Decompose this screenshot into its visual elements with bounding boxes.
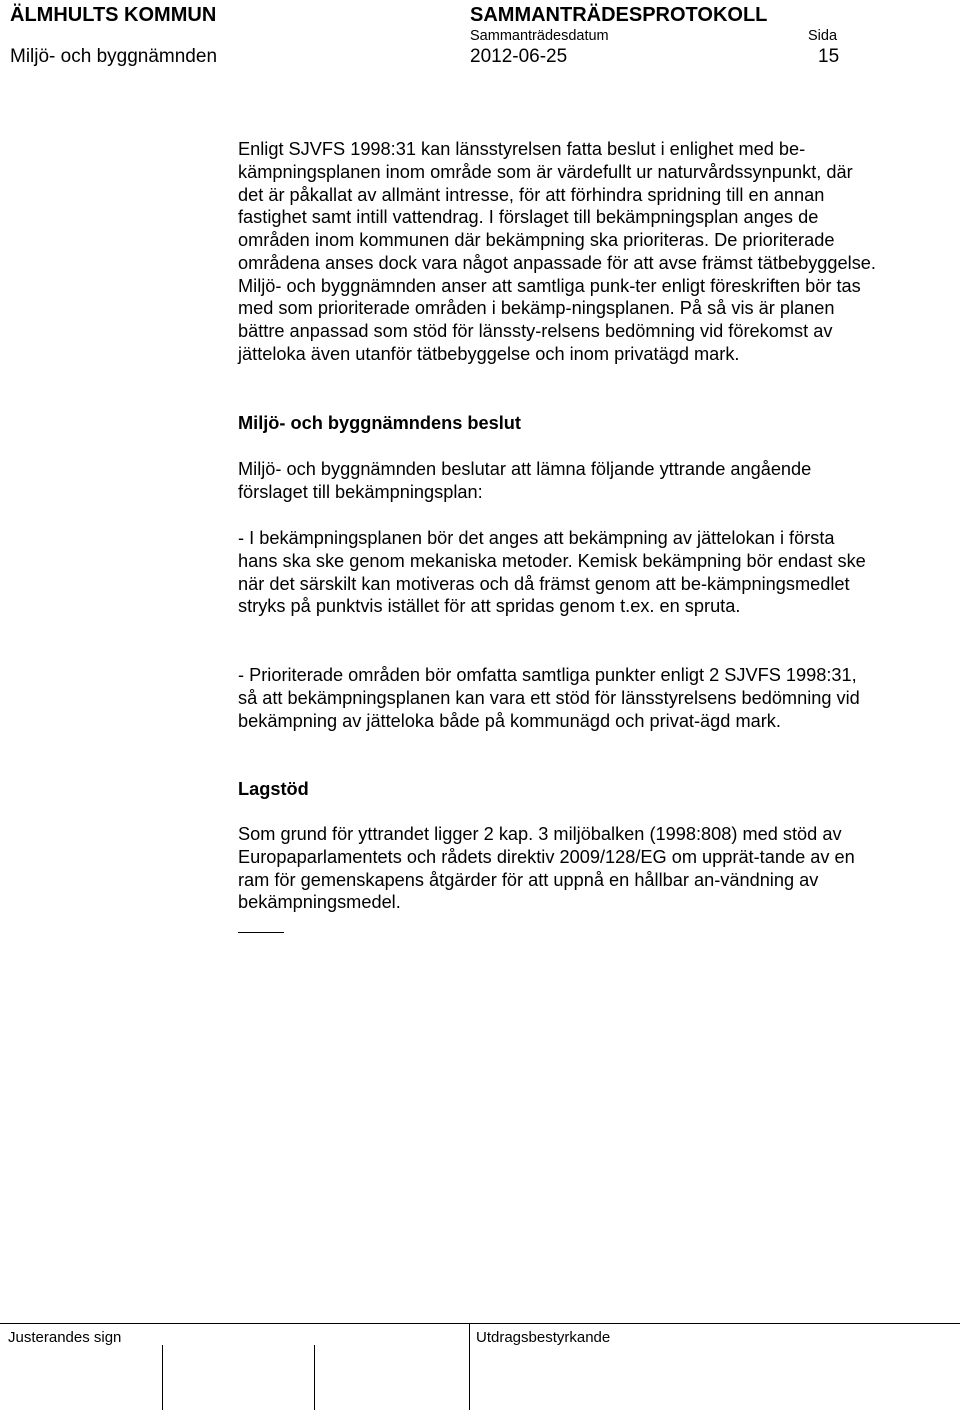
paragraph-legal-basis bbox=[238, 138, 878, 366]
heading-decision bbox=[238, 412, 878, 435]
justering-label: Justerandes sign bbox=[8, 1329, 122, 1346]
paragraph-text: - Prioriterade områden bör omfatta samtliga punkter enligt 2 SJVFS 1998:31, så att bekämpningsplanen kan vara ett stöd för länsstyrelsens bedömning vid bekämpning av jätteloka både på kommunägd och privat-ägd mark. bbox=[238, 665, 860, 731]
page-number: 15 bbox=[818, 46, 840, 67]
heading-text: Miljö- och byggnämndens beslut bbox=[238, 413, 521, 433]
page-label: Sida bbox=[808, 28, 838, 44]
committee-name: Miljö- och byggnämnden bbox=[10, 46, 218, 67]
heading-legal bbox=[238, 778, 878, 801]
paragraph-legal bbox=[238, 823, 878, 914]
signature-cell-divider bbox=[314, 1345, 315, 1410]
protocol-title: SAMMANTRÄDESPROTOKOLL bbox=[470, 4, 768, 26]
paragraph-text: - I bekämpningsplanen bör det anges att bekämpning av jättelokan i första hans ska ske genom mekaniska metoder. Kemisk bekämpning bör endast ske när det särskilt kan motiveras och då främst genom att be-kämpningsmedlet stryks på punktvis istället för att spridas genom t.ex. en spruta. bbox=[238, 528, 866, 617]
paragraph-text: Enligt SJVFS 1998:31 kan länsstyrelsen fatta beslut i enlighet med be-kämpningsplanen inom område som är värdefullt ur naturvårdssynpunkt, där det är påkallat av allmänt intresse, för att förhindra spridning till en annan fastighet samt intill vattendrag. I förslaget till bekämpningsplan anges de områden inom kommunen där bekämpning ska prioriteras. De prioriterade områdena anses dock vara något anpassade för att avse främst tätbebyggelse. Miljö- och byggnämnden anser att samtliga punk-ter enligt föreskriften bör tas med som prioriterade områden i bekämp-ningsplanen. På så vis är planen bättre anpassad som stöd för länssty-relsens bedömning vid förekomst av jätteloka även utanför tätbebyggelse och inom privatägd mark. bbox=[238, 139, 876, 364]
meeting-date: 2012-06-25 bbox=[470, 46, 568, 67]
signature-cell-divider bbox=[162, 1345, 163, 1410]
end-rule bbox=[238, 932, 284, 933]
municipality-name: ÄLMHULTS KOMMUN bbox=[10, 4, 217, 26]
signature-top-border bbox=[0, 1323, 960, 1324]
paragraph-text: Miljö- och byggnämnden beslutar att lämna följande yttrande angående förslaget till bekämpningsplan: bbox=[238, 459, 812, 502]
heading-text: Lagstöd bbox=[238, 779, 309, 799]
paragraph-decision-intro bbox=[238, 458, 878, 504]
paragraph-decision-point-2 bbox=[238, 664, 878, 732]
paragraph-text: Som grund för yttrandet ligger 2 kap. 3 miljöbalken (1998:808) med stöd av Europaparlamentets och rådets direktiv 2009/128/EG om upprät-tande av en ram för gemenskapens åtgärder för att uppnå en hållbar an-vändning av bekämpningsmedel. bbox=[238, 824, 855, 913]
signature-divider bbox=[469, 1323, 470, 1410]
utdrag-label: Utdragsbestyrkande bbox=[476, 1329, 611, 1346]
paragraph-decision-point-1 bbox=[238, 527, 878, 618]
date-label: Sammanträdesdatum bbox=[470, 28, 609, 44]
